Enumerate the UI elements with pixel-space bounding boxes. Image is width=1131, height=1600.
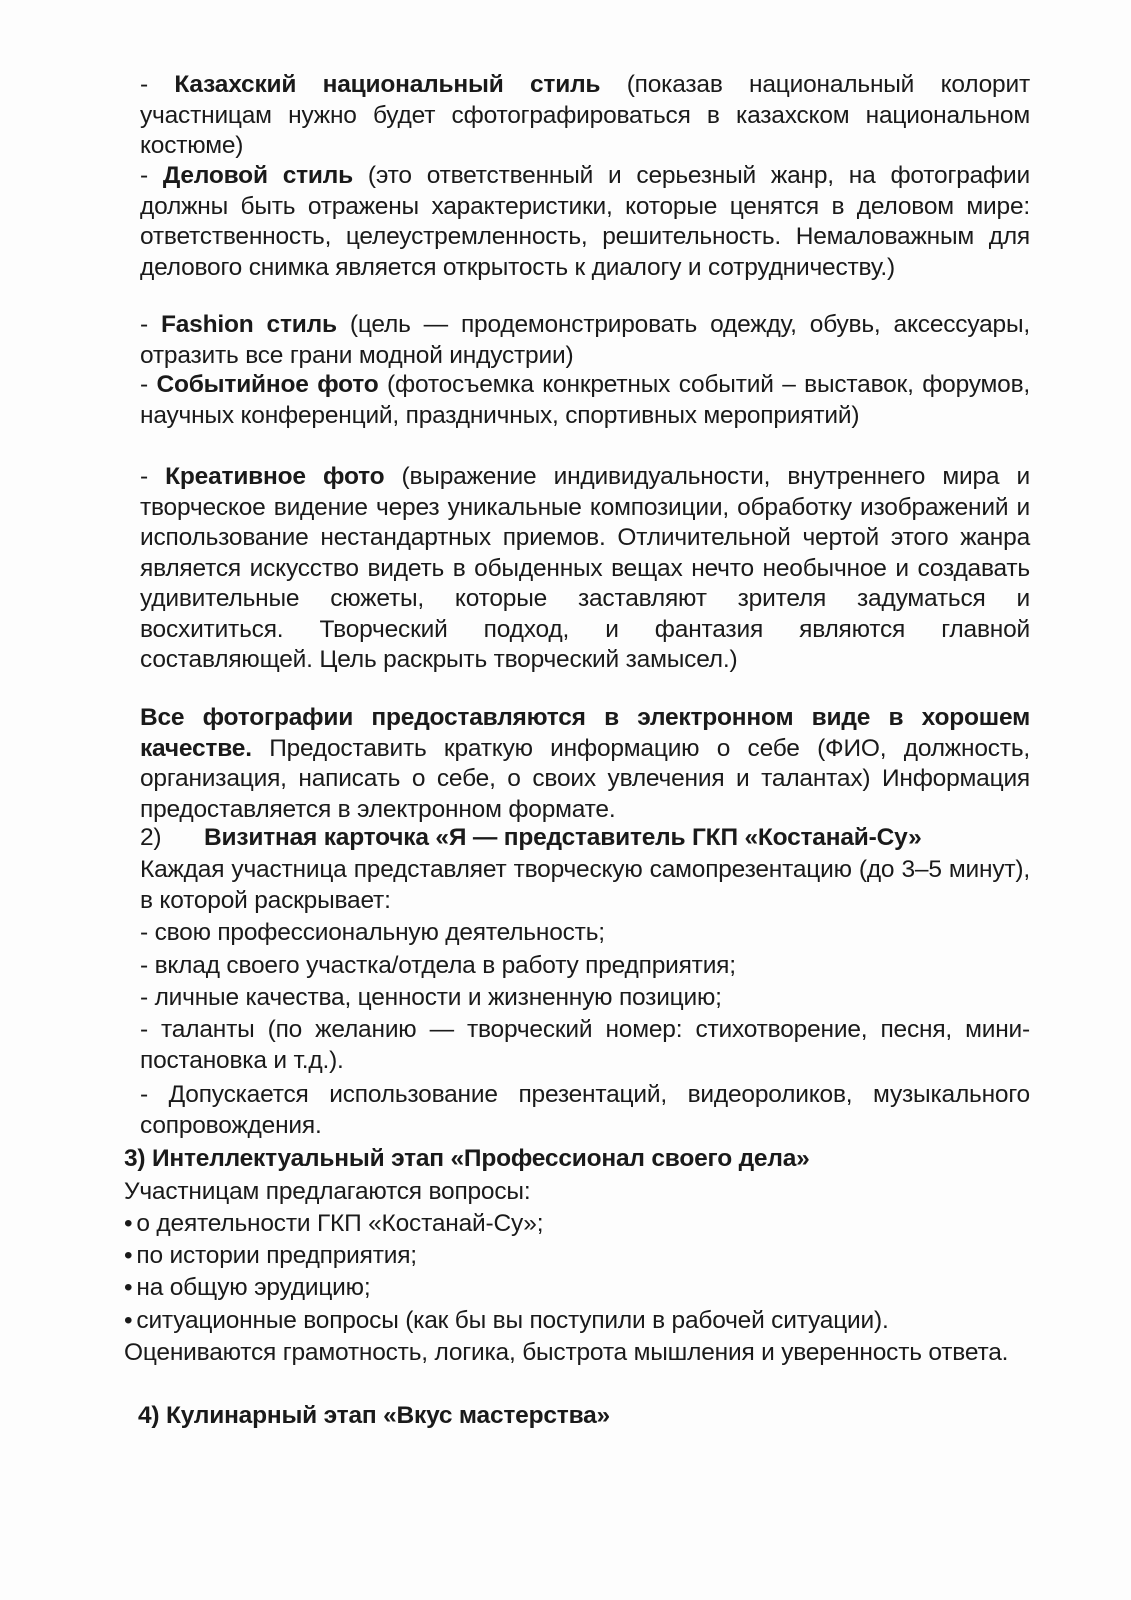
dash: -	[140, 371, 157, 398]
section2-item: - личные качества, ценности и жизненную позицию;	[140, 984, 722, 1011]
style-title: Событийное фото	[156, 371, 379, 398]
section2-item: - Допускается использование презентаций, видеороликов, музыкального сопровождения.	[140, 1081, 1030, 1139]
section3-heading	[124, 1144, 810, 1174]
style-title: Креативное фото	[165, 463, 385, 490]
section3-bullet: • на общую эрудицию;	[124, 1273, 370, 1303]
style-description: (фотосъемка конкретных событий – выставок, форумов, научных конференций, праздничных, спортивных мероприятий)	[140, 371, 1030, 429]
section2-item: - свою профессиональную деятельность;	[140, 919, 605, 946]
section2-item: - вклад своего участка/отдела в работу предприятия;	[140, 952, 736, 979]
section4-title: 4) Кулинарный этап «Вкус мастерства»	[138, 1402, 610, 1429]
style-title: Fashion стиль	[160, 311, 337, 338]
style-title: Казахский национальный стиль	[174, 71, 601, 98]
dash: -	[140, 71, 175, 98]
photo-note-bold: Все фотографии предоставляются в электронном виде в хорошем качестве.	[140, 704, 1030, 762]
section2-heading	[140, 823, 922, 853]
style-fashion	[140, 310, 1030, 371]
section2-item: - таланты (по желанию — творческий номер: стихотворение, песня, мини-постановка и т.д.).	[140, 1016, 1030, 1074]
style-description: (показав национальный колорит участницам нужно будет сфотографироваться в казахском национальном костюме)	[140, 71, 1030, 159]
section3-title: 3) Интеллектуальный этап «Профессионал своего дела»	[124, 1145, 810, 1172]
section3-intro: Участницам предлагаются вопросы:	[124, 1178, 531, 1205]
dash: -	[140, 463, 166, 490]
section2-intro: Каждая участница представляет творческую самопрезентацию (до 3–5 минут), в которой раскрывает:	[140, 856, 1030, 914]
style-business	[140, 161, 1030, 283]
section4-heading	[138, 1401, 610, 1431]
section3-bullet: • о деятельности ГКП «Костанай-Су»;	[124, 1209, 543, 1239]
section2-number: 2)	[140, 824, 162, 851]
style-title: Деловой стиль	[162, 162, 354, 189]
style-description: (это ответственный и серьезный жанр, на фотографии должны быть отражены характеристики, которые ценятся в деловом мире: ответственность, целеустремленность, решительность. Немаловажным для делового снимка является открытость к диалогу и сотрудничеству.)	[140, 162, 1030, 281]
dash: -	[140, 162, 163, 189]
style-description: (выражение индивидуальности, внутреннего мира и творческое видение через уникальные композиции, обработку изображений и использование нестандартных приемов. Отличительной чертой этого жанра является искусство видеть в обыденных вещах нечто необычное и создавать удивительные сюжеты, которые заставляют зрителя задуматься и восхититься. Творческий подход, и фантазия являются главной составляющей. Цель раскрыть творческий замысел.)	[140, 463, 1030, 673]
style-event	[140, 370, 1030, 431]
photo-note-text: Предоставить краткую информацию о себе (ФИО, должность, организация, написать о себе, о своих увлечения и талантах) Информация предоставляется в электронном формате.	[140, 734, 1030, 823]
style-kazakh	[140, 70, 1030, 162]
section2-title: Визитная карточка «Я — представитель ГКП «Костанай-Су»	[204, 824, 922, 851]
style-description: (цель — продемонстрировать одежду, обувь, аксессуары, отразить все грани модной индустрии)	[140, 311, 1030, 369]
dash: -	[140, 311, 161, 338]
style-creative	[140, 462, 1030, 676]
section3-bullet: • ситуационные вопросы (как бы вы поступили в рабочей ситуации).	[124, 1306, 889, 1336]
section3-evaluation: Оцениваются грамотность, логика, быстрота мышления и уверенность ответа.	[124, 1339, 1009, 1366]
section3-bullet: • по истории предприятия;	[124, 1241, 417, 1271]
photo-note	[140, 703, 1030, 825]
